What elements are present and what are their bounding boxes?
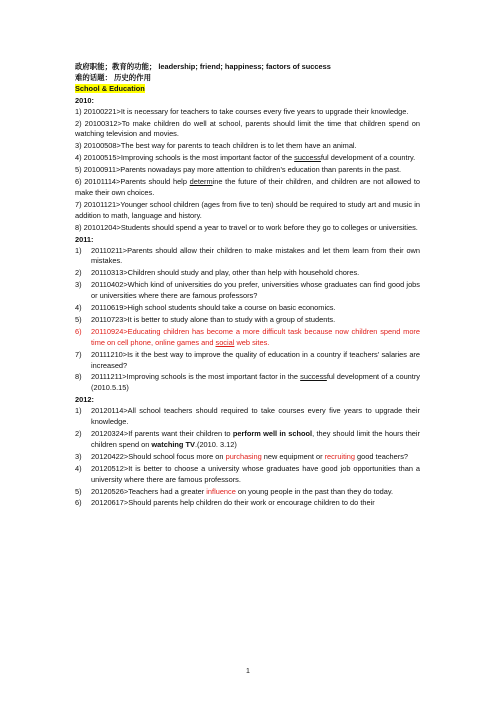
list-item: 3) 20100508>The best way for parents to teach children is to let them have an animal. [75, 141, 357, 151]
section-title: School & Education [75, 83, 145, 93]
list-item: 2) 20100312>To make children do well at school, parents should limit the time that children spend on watching television and movies. [75, 118, 420, 139]
list-item: 7) 20101121>Younger school children (ages from five to ten) should be required to study art and music in addition to math, language and history. [75, 199, 420, 220]
list-item: 8) 20111211>Improving schools is the most important factor in the successful development of a country (2010.5.15) [75, 372, 421, 393]
topics-line: 政府职能；教育的功能； leadership; friend; happiness; factors of success [75, 62, 331, 71]
list-item: 5) 20110723>It is better to study alone than to study with a group of students. [75, 314, 336, 324]
list-item: 5) 20120526>Teachers had a greater influence on young people in the past than they do today. [75, 486, 394, 496]
list-item: 6) 20101114>Parents should help determine the future of their children, and children are not allowed to make their own choices. [75, 177, 420, 197]
list-item: 1) 20110211>Parents should allow their children to make mistakes and let them learn from their own mistakes. [75, 245, 420, 266]
list-item: 8) 20101204>Students should spend a year to travel or to work before they go to colleges or universities. [75, 222, 418, 232]
page-number: 1 [246, 668, 250, 675]
hard-topics-line: 难的话题： 历史的作用 [75, 72, 151, 82]
list-item: 7) 20111210>Is it the best way to improve the quality of education in a country if teachers' salaries are increased? [75, 349, 420, 370]
list-item: 2) 20120324>If parents want their children to perform well in school, they should limit the hours their children spend on watching TV.(2010. 3.12) [75, 429, 421, 449]
list-item: 3) 20110402>Which kind of universities do you prefer, universities whose graduates can find good jobs or universities where there are famous professors? [75, 280, 420, 301]
list-item: 3) 20120422>Should school focus more on purchasing new equipment or recruiting good teachers? [75, 451, 409, 461]
list-item: 1) 20120114>All school teachers should required to take courses every five years to upgrade their knowledge. [75, 406, 420, 427]
list-item: 1) 20100221>It is necessary for teachers to take courses every five years to upgrade their knowledge. [75, 106, 409, 116]
document-content [75, 62, 420, 510]
list-item: 4) 20120512>It is better to choose a university whose graduates have good job opportunities than a university where there are famous professors. [75, 463, 420, 484]
year-heading-2012: 2012: [75, 395, 94, 405]
list-item: 5) 20100911>Parents nowadays pay more attention to children's education than parents in the past. [75, 165, 402, 175]
year-heading-2010: 2010: [75, 95, 94, 105]
list-item: 6) 20120617>Should parents help children do their work or encourage children to do their [75, 498, 375, 508]
list-item: 4) 20110619>High school students should take a course on basic economics. [75, 303, 336, 313]
list-item: 4) 20100515>Improving schools is the most important factor of the successful development of a country. [75, 153, 416, 163]
list-item-highlighted: 6) 20110924>Educating children has become a more difficult task because now children spend more time on cell phone, online games and social web sites. [75, 326, 420, 347]
list-item: 2) 20110313>Children should study and play, other than help with household chores. [75, 268, 360, 278]
year-heading-2011: 2011: [75, 234, 94, 244]
